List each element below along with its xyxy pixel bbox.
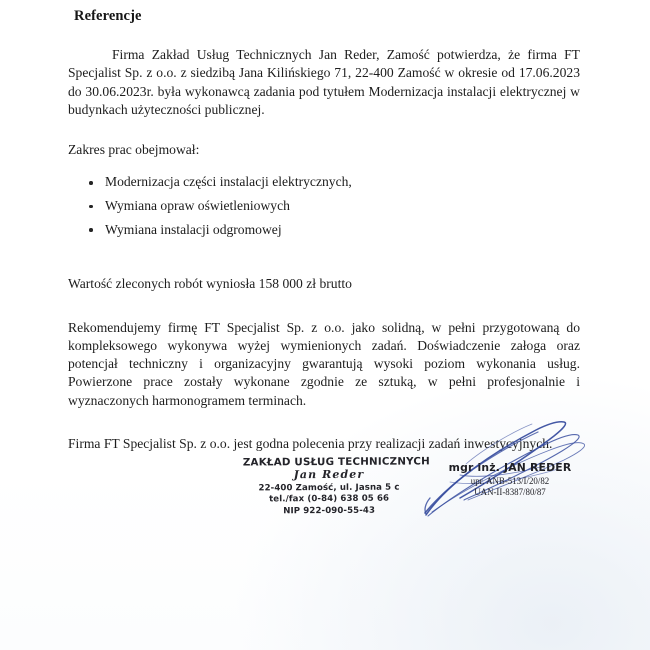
stamp-company-name: ZAKŁAD USŁUG TECHNICZNYCH (242, 455, 431, 469)
intro-paragraph: Firma Zakład Usług Technicznych Jan Reder, Zamość potwierdza, że firma FT Specjalist Sp. z o.o. z siedzibą Jana Kilińskiego 71, 22-400 Zamość w okresie od 17.06.2023 do 30.06.2023r. była wykonawcą zadania pod tytułem Modernizacja instalacji elektrycznej w budynkach użyteczności publicznej. (68, 47, 580, 117)
page-title: Referencje (74, 8, 142, 24)
list-item-label: Wymiana opraw oświetleniowych (105, 198, 290, 214)
signatory-license-2: UAN-II-8387/80/87 (474, 487, 546, 497)
stamp-phone: tel./fax (0-84) 638 05 66 (269, 493, 390, 505)
scope-lead-in: Zakres prac obejmował: (68, 142, 200, 158)
stamp-nip: NIP 922-090-55-43 (283, 505, 376, 516)
stamp-address: 22-400 Zamość, ul. Jasna 5 c (258, 482, 400, 493)
list-item-label: Modernizacja części instalacji elektrycznych, (105, 174, 352, 190)
signatory-name: mgr inż. JAN REDER (448, 461, 572, 474)
bullet-icon (89, 205, 93, 209)
contract-value-paragraph: Wartość zleconych robót wyniosła 158 000 zł brutto (68, 276, 352, 292)
scope-list (68, 173, 580, 239)
company-stamp (242, 455, 431, 516)
bullet-icon (89, 228, 93, 232)
signature-printed-text (426, 461, 594, 497)
document-body (68, 0, 580, 453)
list-item (68, 173, 580, 191)
list-item (68, 197, 580, 215)
signatory-license-1: upr. ANB-513/I/20/82 (470, 475, 550, 486)
list-item (68, 221, 580, 239)
list-item-label: Wymiana instalacji odgromowej (105, 221, 282, 237)
bullet-icon (89, 181, 93, 185)
signature-block (412, 420, 602, 525)
recommendation-paragraph: Rekomendujemy firmę FT Specjalist Sp. z o.o. jako solidną, w pełni przygotowaną do kompleksowego wykonywa wyżej wymienionych zadań. Doświadczenie załoga oraz potencjał techniczny i organizacyjny gwarantują wysoki poziom wykonania usług. Powierzone prace zostały wykonane zgodnie ze sztuką, w pełni profesjonalnie i wyznaczonych harmonogramem terminach. (68, 319, 580, 408)
closing-paragraph: Firma FT Specjalist Sp. z o.o. jest godna polecenia przy realizacji zadań inwestycyjnych. (68, 435, 553, 451)
stamp-owner-name: Jan Reder (293, 467, 365, 482)
